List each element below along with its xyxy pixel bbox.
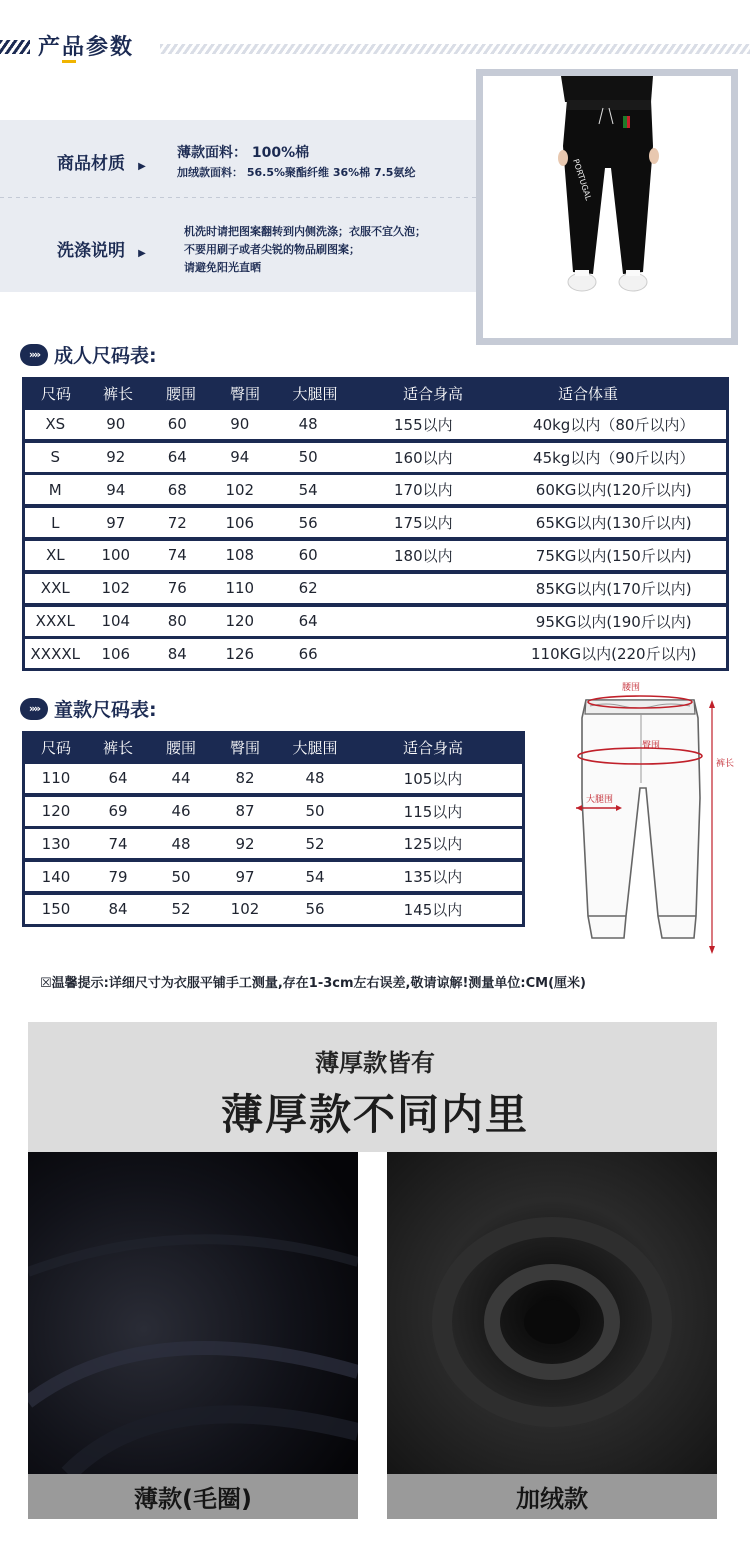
cell-hip: 106 <box>225 513 255 532</box>
washing-row-label <box>57 236 146 261</box>
cell-size: 140 <box>41 867 71 886</box>
table-row <box>25 829 522 858</box>
cell-size: XXL <box>40 579 70 598</box>
header-cell: 腰围 <box>165 738 196 757</box>
cell-length: 90 <box>106 415 126 434</box>
title-accent-bar <box>62 60 76 63</box>
cell-height: 135以内 <box>403 868 463 887</box>
kids-size-title: 童款尺码表: <box>54 699 157 721</box>
dashed-divider <box>0 197 490 198</box>
kids-size-heading <box>20 695 157 722</box>
cell-thigh: 50 <box>305 802 325 821</box>
cell-thigh: 64 <box>298 612 318 631</box>
cell-hip: 102 <box>230 900 260 919</box>
cell-thigh: 48 <box>305 769 325 788</box>
material-label: 商品材质 <box>57 154 125 174</box>
cell-length: 84 <box>108 900 128 919</box>
header-cell: 裤长 <box>102 738 133 757</box>
cell-waist: 48 <box>171 834 191 853</box>
table-header-row <box>25 734 522 760</box>
cell-waist: 72 <box>167 513 187 532</box>
cell-weight: 60KG以内(120斤以内) <box>535 481 692 500</box>
hip-label: 臀围 <box>642 741 661 751</box>
cell-hip: 90 <box>230 415 250 434</box>
cell-weight: 40kg以内（80斤以内） <box>533 415 695 434</box>
thin-fabric-text: 薄款面料： 100%棉 <box>177 145 310 161</box>
cell-length: 104 <box>101 612 131 631</box>
cell-length: 74 <box>108 834 128 853</box>
cell-waist: 68 <box>167 480 187 499</box>
cell-hip: 120 <box>225 612 255 631</box>
header-cell: 尺码 <box>40 384 71 403</box>
cell-hip: 94 <box>230 448 250 467</box>
cell-hip: 108 <box>225 546 255 565</box>
table-row <box>25 764 522 793</box>
cell-hip: 110 <box>225 579 255 598</box>
cell-height: 105以内 <box>403 769 463 788</box>
cell-thigh: 56 <box>298 513 318 532</box>
cell-waist: 52 <box>171 900 191 919</box>
header-cell: 裤长 <box>102 384 133 403</box>
cell-thigh: 62 <box>298 579 318 598</box>
cell-waist: 64 <box>167 448 187 467</box>
cell-hip: 92 <box>235 834 255 853</box>
cell-length: 106 <box>101 644 131 663</box>
table-row <box>25 895 522 924</box>
table-row <box>25 475 726 504</box>
cell-thigh: 54 <box>305 867 325 886</box>
header-stripes-left <box>0 40 30 54</box>
cell-weight: 85KG以内(170斤以内) <box>535 579 692 598</box>
cell-weight: 75KG以内(150斤以内) <box>535 546 692 565</box>
table-row <box>25 410 726 439</box>
cell-weight: 65KG以内(130斤以内) <box>535 514 692 533</box>
model-wearing-pants-image <box>483 76 731 338</box>
cell-height: 175以内 <box>394 514 453 533</box>
product-photo <box>476 69 738 345</box>
cell-height: 145以内 <box>403 900 463 919</box>
cell-hip: 97 <box>235 867 255 886</box>
cell-hip: 126 <box>225 644 255 663</box>
thin-fabric-label: 薄款(毛圈) <box>28 1474 358 1519</box>
cell-hip: 87 <box>235 802 255 821</box>
section-title-product-params: 产品参数 <box>38 35 135 60</box>
header-cell: 适合体重 <box>557 384 618 403</box>
table-row <box>25 574 726 603</box>
cell-size: 110 <box>41 769 71 788</box>
table-row <box>25 797 522 826</box>
header-cell: 臀围 <box>229 384 260 403</box>
cell-waist: 60 <box>167 415 187 434</box>
table-row <box>25 639 726 668</box>
chevrons-right-icon: »» <box>20 344 48 366</box>
cell-length: 97 <box>106 513 126 532</box>
cell-size: XS <box>45 415 66 434</box>
cell-length: 79 <box>108 867 128 886</box>
header-cell: 适合身高 <box>402 384 463 403</box>
cell-thigh: 48 <box>298 415 318 434</box>
waist-label: 腰围 <box>622 683 641 693</box>
cell-length: 100 <box>101 546 131 565</box>
cell-weight: 45kg以内（90斤以内） <box>533 448 695 467</box>
header-stripes-right <box>160 44 750 54</box>
table-row <box>25 443 726 472</box>
cell-size: XXXL <box>35 612 75 631</box>
cell-thigh: 54 <box>298 480 318 499</box>
adult-size-heading <box>20 341 157 368</box>
washing-instructions <box>184 223 426 277</box>
cell-size: 130 <box>41 834 71 853</box>
terry-fabric-image <box>28 1152 358 1474</box>
chevrons-right-icon: »» <box>20 698 48 720</box>
header-cell: 腰围 <box>165 384 196 403</box>
promo-subtitle: 薄厚款皆有 <box>315 1049 435 1077</box>
cell-waist: 50 <box>171 867 191 886</box>
cell-size: 120 <box>41 802 71 821</box>
thin-fabric-photo <box>28 1152 358 1474</box>
table-row <box>25 607 726 636</box>
fleece-fabric-text: 加绒款面料： 56.5%聚酯纤维 36%棉 7.5氨纶 <box>177 166 416 179</box>
length-label: 裤长 <box>716 759 735 769</box>
cell-size: M <box>48 480 62 499</box>
cell-height: 125以内 <box>403 835 463 854</box>
triangle-right-icon: ▶ <box>138 248 146 259</box>
cell-weight: 95KG以内(190斤以内) <box>535 612 692 631</box>
cell-waist: 44 <box>171 769 191 788</box>
cell-height: 160以内 <box>394 448 453 467</box>
cell-thigh: 56 <box>305 900 325 919</box>
measurement-tip: ☒温馨提示:详细尺寸为衣服平铺手工测量,存在1-3cm左右误差,敬请谅解!测量单位:CM(厘米) <box>40 976 586 991</box>
kids-size-table <box>22 731 525 927</box>
header-cell: 大腿围 <box>292 738 338 757</box>
fleece-fabric-photo <box>387 1152 717 1474</box>
cell-hip: 102 <box>225 480 255 499</box>
cell-length: 94 <box>106 480 126 499</box>
cell-waist: 46 <box>171 802 191 821</box>
cell-length: 102 <box>101 579 131 598</box>
adult-size-table <box>22 377 729 671</box>
cell-size: XXXXL <box>30 644 80 663</box>
adult-size-title: 成人尺码表: <box>54 345 157 367</box>
cell-waist: 74 <box>167 546 187 565</box>
cell-length: 64 <box>108 769 128 788</box>
cell-waist: 76 <box>167 579 187 598</box>
washing-line: 请避免阳光直晒 <box>184 261 261 274</box>
cell-size: XL <box>45 546 65 565</box>
header-cell: 适合身高 <box>402 738 463 757</box>
header-cell: 臀围 <box>229 738 260 757</box>
washing-line: 机洗时请把图案翻转到内侧洗涤；衣服不宜久泡； <box>184 225 426 238</box>
cell-size: L <box>51 513 60 532</box>
cell-height: 170以内 <box>394 481 453 500</box>
table-row <box>25 508 726 537</box>
cell-hip: 82 <box>235 769 255 788</box>
fleece-fabric-image <box>387 1152 717 1474</box>
washing-label: 洗涤说明 <box>57 241 125 261</box>
header-cell: 尺码 <box>40 738 71 757</box>
cell-thigh: 50 <box>298 448 318 467</box>
table-row <box>25 862 522 891</box>
cell-waist: 80 <box>167 612 187 631</box>
cell-thigh: 52 <box>305 834 325 853</box>
fleece-fabric-label: 加绒款 <box>387 1474 717 1519</box>
cell-length: 92 <box>106 448 126 467</box>
cell-height: 180以内 <box>394 546 453 565</box>
cell-thigh: 66 <box>298 644 318 663</box>
pants-measurement-diagram <box>566 678 746 960</box>
thigh-label: 大腿围 <box>586 795 614 805</box>
table-header-row <box>25 380 726 406</box>
cell-length: 69 <box>108 802 128 821</box>
cell-waist: 84 <box>167 644 187 663</box>
cell-thigh: 60 <box>298 546 318 565</box>
portugal-print-text: PORTUGAL <box>571 157 593 202</box>
cell-size: 150 <box>41 900 71 919</box>
cell-size: S <box>50 448 61 467</box>
table-row <box>25 541 726 570</box>
washing-line: 不要用刷子或者尖锐的物品刷图案； <box>184 243 360 256</box>
header-cell: 大腿围 <box>292 384 338 403</box>
promo-title: 薄厚款不同内里 <box>220 1090 529 1139</box>
cell-height: 155以内 <box>394 415 453 434</box>
cell-weight: 110KG以内(220斤以内) <box>531 645 697 664</box>
triangle-right-icon: ▶ <box>138 161 146 172</box>
material-row-label <box>57 149 146 174</box>
cell-height: 115以内 <box>403 802 463 821</box>
